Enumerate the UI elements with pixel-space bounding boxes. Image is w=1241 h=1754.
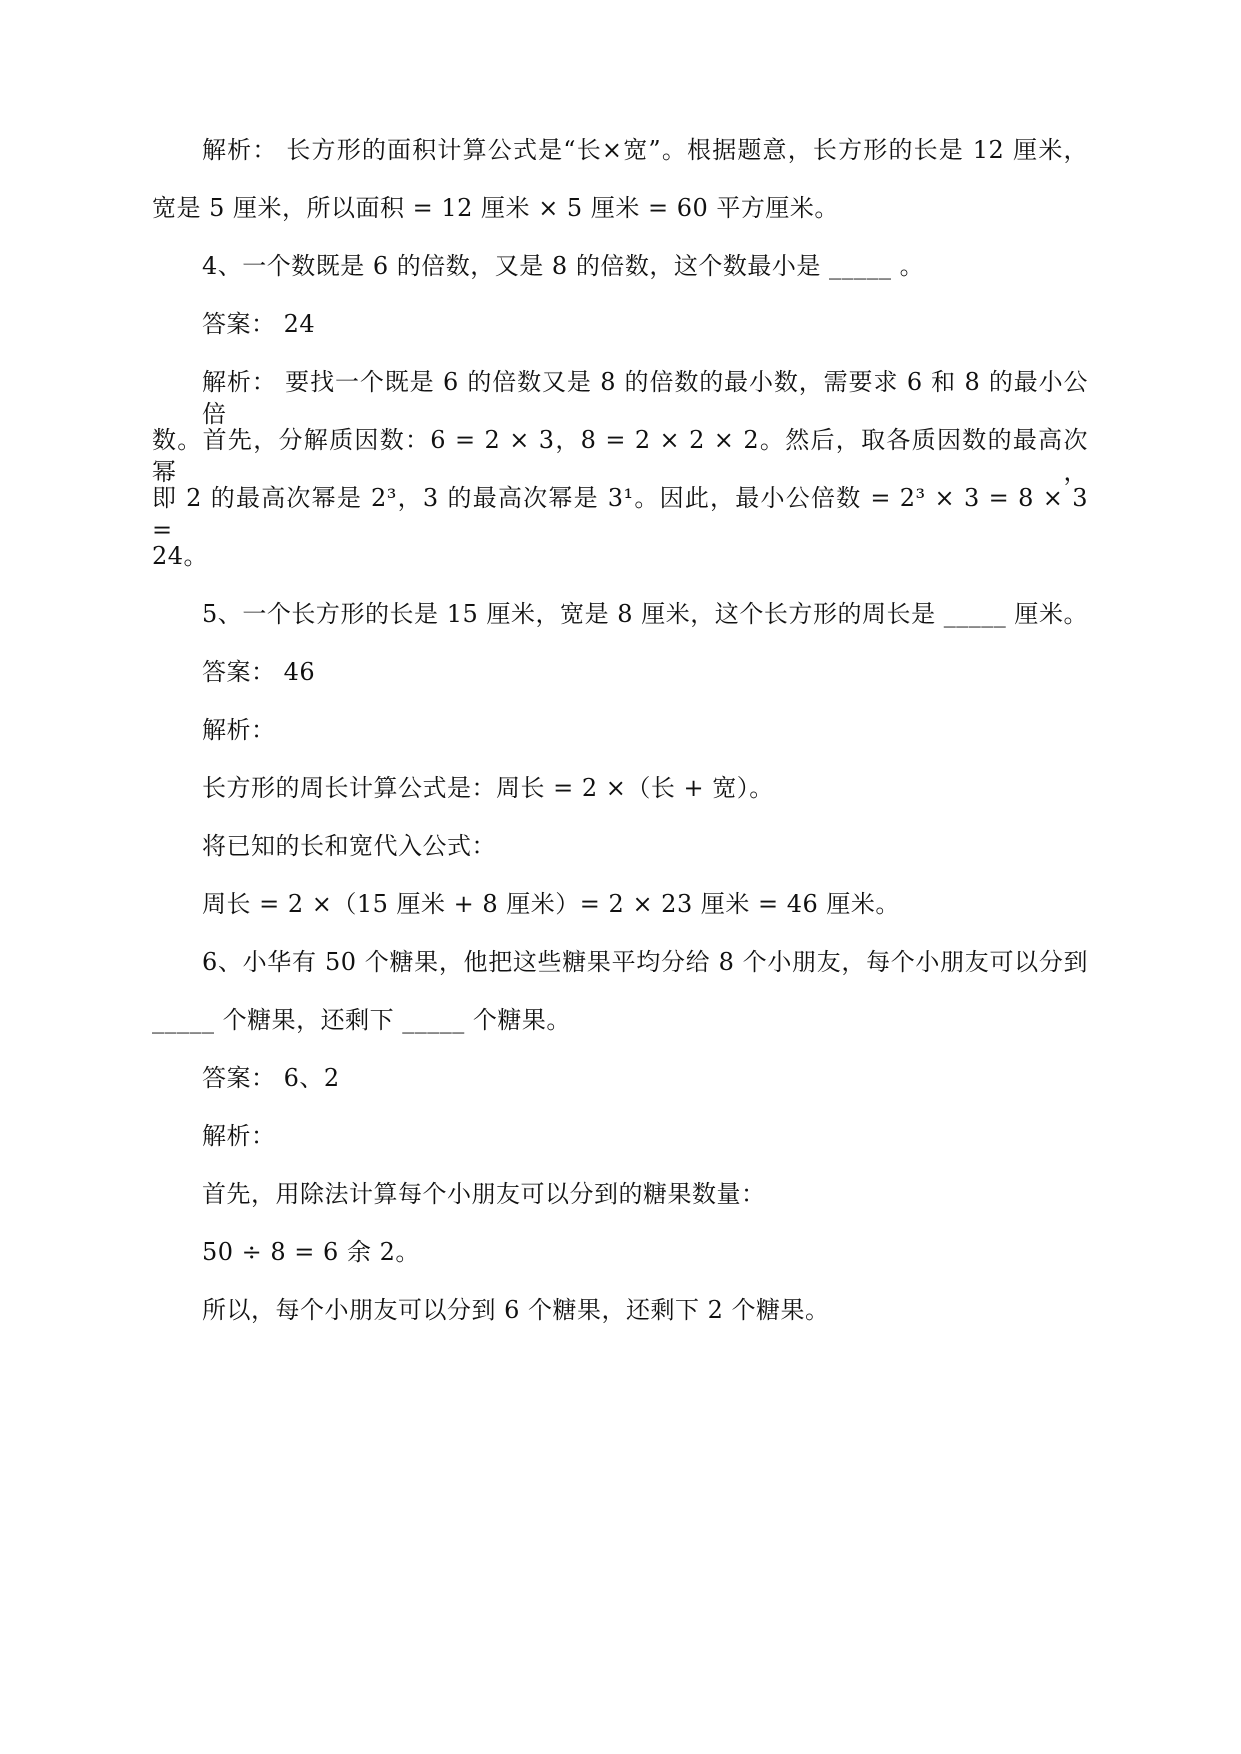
q6-question-line-2: _____ 个糖果，还剩下 _____ 个糖果。 <box>152 1006 571 1034</box>
q4-analysis-line-1: 解析： 要找一个既是 6 的倍数又是 8 的倍数的最小数，需要求 6 和 8 的最小公倍 <box>202 368 1088 428</box>
q5-analysis-line-1: 长方形的周长计算公式是：周长 = 2 ×（长 + 宽）。 <box>202 774 774 802</box>
q6-analysis-label: 解析： <box>202 1122 276 1150</box>
q5-analysis-label: 解析： <box>202 716 276 744</box>
q4-question: 4、一个数既是 6 的倍数，又是 8 的倍数，这个数最小是 _____ 。 <box>202 252 925 280</box>
q6-analysis-line-1: 首先，用除法计算每个小朋友可以分到的糖果数量： <box>202 1180 766 1208</box>
q4-analysis-line-4: 24。 <box>152 542 209 570</box>
q6-analysis-line-2: 50 ÷ 8 = 6 余 2。 <box>202 1238 420 1266</box>
q6-question-line-1: 6、小华有 50 个糖果，他把这些糖果平均分给 8 个小朋友，每个小朋友可以分到 <box>202 948 1088 976</box>
q3-analysis-line-2: 宽是 5 厘米，所以面积 = 12 厘米 × 5 厘米 = 60 平方厘米。 <box>152 194 839 222</box>
q4-answer: 答案： 24 <box>202 310 316 338</box>
q3-analysis-line-1: 解析： 长方形的面积计算公式是“长×宽”。根据题意，长方形的长是 12 厘米， <box>202 136 1088 164</box>
q5-analysis-line-3: 周长 = 2 ×（15 厘米 + 8 厘米）= 2 × 23 厘米 = 46 厘米。 <box>202 890 900 918</box>
q6-analysis-line-3: 所以，每个小朋友可以分到 6 个糖果，还剩下 2 个糖果。 <box>202 1296 830 1324</box>
q6-answer: 答案： 6、2 <box>202 1064 340 1092</box>
q5-answer: 答案： 46 <box>202 658 316 686</box>
q4-analysis-line-2: 数。首先，分解质因数：6 = 2 × 3，8 = 2 × 2 × 2。然后，取各质因数的最高次幂， <box>152 426 1088 486</box>
q5-question: 5、一个长方形的长是 15 厘米，宽是 8 厘米，这个长方形的周长是 _____ 厘米。 <box>202 600 1088 628</box>
q5-analysis-line-2: 将已知的长和宽代入公式： <box>202 832 496 860</box>
q4-analysis-line-3: 即 2 的最高次幂是 2³，3 的最高次幂是 3¹。因此，最小公倍数 = 2³ × 3 = 8 × 3 = <box>152 484 1088 544</box>
